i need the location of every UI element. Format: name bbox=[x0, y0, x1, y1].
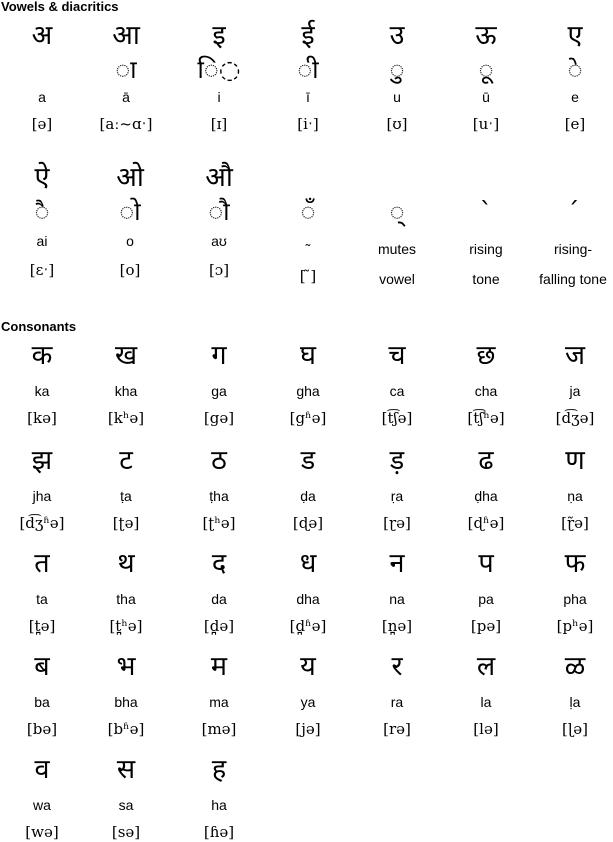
consonant-letter: प bbox=[478, 548, 494, 579]
vowel-ipa: [ə] bbox=[31, 115, 53, 133]
consonant-ipa: [kə] bbox=[27, 409, 57, 427]
consonant-translit: ra bbox=[390, 694, 404, 710]
consonant-cell bbox=[0, 649, 84, 739]
consonant-letter: स bbox=[116, 754, 136, 785]
consonant-ipa: [ɦə] bbox=[203, 823, 235, 841]
consonant-ipa: [rə] bbox=[383, 720, 411, 738]
consonant-translit: ma bbox=[209, 694, 229, 710]
consonant-translit: dha bbox=[296, 591, 320, 607]
vowel-letter: ऊ bbox=[475, 20, 497, 51]
consonant-cell bbox=[0, 752, 84, 842]
consonant-letter: त bbox=[34, 548, 50, 579]
diacritic-label: tone bbox=[472, 271, 500, 287]
vowel-letter: ई bbox=[301, 20, 315, 51]
consonants-heading: Consonants bbox=[1, 319, 77, 334]
consonant-letter: छ bbox=[476, 340, 496, 371]
vowel-translit: ū bbox=[482, 89, 490, 105]
vowel-translit: ai bbox=[36, 233, 48, 249]
vowel-translit: o bbox=[126, 233, 134, 249]
consonant-translit: ya bbox=[300, 694, 316, 710]
consonant-letter: ब bbox=[34, 651, 50, 682]
vowel-ipa: [aː~ɑˑ] bbox=[99, 115, 153, 133]
diacritic-label: falling tone bbox=[539, 271, 607, 287]
vowel-letter: ए bbox=[567, 20, 583, 51]
consonant-ipa: [d͡ʒʱə] bbox=[19, 514, 65, 532]
consonant-translit: ba bbox=[34, 694, 50, 710]
consonant-cell bbox=[0, 443, 84, 533]
consonant-letter: द bbox=[211, 548, 227, 579]
vowel-sign: ◌ा bbox=[115, 55, 137, 84]
consonant-ipa: [pə] bbox=[470, 617, 502, 635]
vowel-sign: ◌ी bbox=[297, 55, 319, 84]
vowel-letter: उ bbox=[389, 20, 405, 51]
vowels-heading: Vowels & diacritics bbox=[1, 0, 119, 14]
consonant-letter: च bbox=[388, 340, 406, 371]
consonant-translit: ṇa bbox=[567, 488, 583, 504]
consonant-cell bbox=[355, 649, 439, 739]
consonant-ipa: [ɭə] bbox=[561, 720, 589, 738]
consonant-ipa: [d͡ʒə] bbox=[555, 409, 595, 427]
consonant-translit: la bbox=[480, 694, 492, 710]
consonant-cell bbox=[355, 443, 439, 533]
vowel-sign: ◌ौ bbox=[208, 197, 230, 226]
vowel-letter: ओ bbox=[116, 162, 144, 193]
consonant-translit: sa bbox=[118, 797, 134, 813]
vowel-letter: ऐ bbox=[34, 162, 50, 193]
vowel-letter: इ bbox=[212, 20, 226, 51]
diacritic-sign: ◌ँ bbox=[300, 197, 316, 226]
vowel-sign: ◌ू bbox=[478, 55, 494, 84]
consonant-cell bbox=[177, 649, 261, 739]
consonant-ipa: [t͡ʃə] bbox=[381, 409, 413, 427]
consonant-letter: ख bbox=[114, 340, 138, 371]
consonant-letter: ल bbox=[476, 651, 496, 682]
consonant-cell bbox=[84, 752, 168, 842]
consonant-letter: ड़ bbox=[389, 445, 405, 476]
vowel-ipa: [ʊ] bbox=[386, 115, 408, 133]
consonant-translit: ṭha bbox=[209, 488, 229, 504]
consonant-letter: य bbox=[300, 651, 316, 682]
diacritic-label: vowel bbox=[379, 271, 415, 287]
diacritic-ipa: [ ̃] bbox=[299, 267, 317, 285]
vowel-ipa: [ɔ] bbox=[208, 261, 230, 279]
consonant-cell bbox=[0, 546, 84, 636]
consonant-cell bbox=[444, 649, 528, 739]
vowel-sign bbox=[0, 54, 84, 86]
consonant-ipa: [ɽə] bbox=[383, 514, 411, 532]
diacritic-label: rising bbox=[469, 241, 503, 257]
consonant-ipa: [gʱə] bbox=[289, 409, 327, 427]
consonant-translit: gha bbox=[296, 383, 320, 399]
diacritic-label: mutes bbox=[377, 241, 417, 257]
vowel-letter: आ bbox=[112, 20, 140, 51]
vowel-sign: ◌े bbox=[567, 55, 583, 84]
consonant-cell bbox=[177, 443, 261, 533]
consonant-ipa: [lə] bbox=[473, 720, 499, 738]
consonant-letter: ठ bbox=[211, 445, 227, 476]
consonant-cell bbox=[266, 649, 350, 739]
consonant-cell bbox=[533, 649, 613, 739]
diacritic-sign: ◌् bbox=[389, 197, 405, 226]
consonant-cell bbox=[266, 546, 350, 636]
consonant-letter: ध bbox=[299, 548, 317, 579]
vowel-translit: u bbox=[393, 89, 401, 105]
consonant-letter: ण bbox=[565, 445, 585, 476]
consonant-ipa: [pʰə] bbox=[556, 617, 594, 635]
vowel-sign: ि◌ bbox=[197, 55, 241, 84]
vowel-translit: e bbox=[571, 89, 579, 105]
consonant-cell bbox=[177, 338, 261, 428]
consonant-translit: ja bbox=[569, 383, 581, 399]
consonant-letter: व bbox=[34, 754, 50, 785]
consonant-translit: ha bbox=[211, 797, 227, 813]
consonant-translit: na bbox=[389, 591, 405, 607]
consonant-translit: ṛa bbox=[390, 488, 404, 504]
consonant-cell bbox=[444, 443, 528, 533]
consonant-cell bbox=[533, 443, 613, 533]
consonant-translit: ga bbox=[211, 383, 227, 399]
vowel-sign: ◌ु bbox=[389, 55, 405, 84]
consonant-translit: bha bbox=[114, 694, 138, 710]
consonant-translit: jha bbox=[32, 488, 52, 504]
vowel-ipa: [iˑ] bbox=[297, 115, 319, 133]
consonant-cell bbox=[266, 443, 350, 533]
consonant-cell bbox=[533, 338, 613, 428]
consonant-translit: ḍha bbox=[474, 488, 498, 504]
vowel-sign: ◌ै bbox=[34, 197, 50, 226]
consonant-letter: ह bbox=[211, 754, 227, 785]
consonant-translit: ta bbox=[36, 591, 48, 607]
consonant-translit: pa bbox=[478, 591, 494, 607]
consonant-ipa: [ɖʱə] bbox=[467, 514, 505, 532]
vowel-ipa: [uˑ] bbox=[472, 115, 500, 133]
consonant-cell bbox=[355, 546, 439, 636]
consonant-translit: ṭa bbox=[120, 488, 132, 504]
vowel-ipa: [e] bbox=[564, 115, 586, 133]
consonant-cell bbox=[533, 546, 613, 636]
diacritic-sign: ` bbox=[479, 197, 493, 226]
consonant-letter: क bbox=[31, 340, 53, 371]
consonant-ipa: [d̪ʱə] bbox=[289, 617, 327, 635]
consonant-cell bbox=[84, 338, 168, 428]
consonant-letter: झ bbox=[31, 445, 53, 476]
consonant-translit: wa bbox=[33, 797, 51, 813]
consonant-ipa: [gə] bbox=[203, 409, 235, 427]
consonant-letter: ग bbox=[211, 340, 227, 371]
consonant-ipa: [jə] bbox=[295, 720, 321, 738]
consonant-cell bbox=[266, 338, 350, 428]
consonant-ipa: [ʈʰə] bbox=[202, 514, 236, 532]
vowel-translit: aʊ bbox=[211, 233, 227, 249]
consonant-letter: र bbox=[391, 651, 403, 682]
consonant-translit: da bbox=[211, 591, 227, 607]
diacritic-sign: ´ bbox=[566, 197, 580, 226]
consonant-translit: kha bbox=[114, 383, 138, 399]
consonant-translit: tha bbox=[116, 591, 136, 607]
consonant-cell bbox=[84, 546, 168, 636]
diacritic-label: ˜ bbox=[305, 241, 311, 257]
consonant-cell bbox=[84, 649, 168, 739]
consonant-letter: ट bbox=[119, 445, 133, 476]
consonant-letter: ज bbox=[564, 340, 586, 371]
vowel-ipa: [ɪ] bbox=[210, 115, 228, 133]
consonant-letter: म bbox=[210, 651, 228, 682]
consonant-cell bbox=[444, 546, 528, 636]
consonant-letter: फ bbox=[564, 548, 586, 579]
consonant-cell bbox=[84, 443, 168, 533]
vowel-letter: अ bbox=[31, 20, 53, 51]
consonant-ipa: [bʱə] bbox=[107, 720, 145, 738]
consonant-translit: cha bbox=[474, 383, 498, 399]
consonant-ipa: [t̪ə] bbox=[28, 617, 56, 635]
consonant-cell bbox=[0, 338, 84, 428]
vowel-ipa: [o] bbox=[119, 261, 141, 279]
consonant-cell bbox=[444, 338, 528, 428]
diacritic-label: rising- bbox=[553, 241, 593, 257]
consonant-letter: न bbox=[389, 548, 405, 579]
consonant-ipa: [d̪ə] bbox=[203, 617, 235, 635]
consonant-translit: ka bbox=[34, 383, 50, 399]
consonant-translit: pha bbox=[563, 591, 587, 607]
vowel-translit: ī bbox=[306, 89, 310, 105]
consonant-ipa: [ʈə] bbox=[112, 514, 140, 532]
consonant-translit: ca bbox=[389, 383, 405, 399]
vowel-translit: i bbox=[217, 89, 221, 105]
vowel-letter: औ bbox=[205, 162, 233, 193]
consonant-cell bbox=[177, 546, 261, 636]
consonant-ipa: [wə] bbox=[25, 823, 59, 841]
consonant-letter: थ bbox=[117, 548, 135, 579]
consonant-translit: ḷa bbox=[569, 694, 581, 710]
vowel-translit: ā bbox=[122, 89, 130, 105]
consonant-cell bbox=[355, 338, 439, 428]
consonant-translit: ḍa bbox=[300, 488, 316, 504]
consonant-letter: घ bbox=[300, 340, 316, 371]
consonant-letter: ड bbox=[300, 445, 316, 476]
consonant-letter: भ bbox=[116, 651, 136, 682]
consonant-letter: ळ bbox=[564, 651, 586, 682]
consonant-ipa: [t͡ʃʰə] bbox=[467, 409, 505, 427]
consonant-ipa: [sə] bbox=[111, 823, 141, 841]
consonant-ipa: [ɖə] bbox=[292, 514, 324, 532]
vowel-sign: ◌ो bbox=[119, 197, 141, 226]
consonant-letter: ढ bbox=[478, 445, 494, 476]
consonant-ipa: [n̪ə] bbox=[381, 617, 413, 635]
consonant-ipa: [mə] bbox=[201, 720, 237, 738]
consonant-ipa: [kʰə] bbox=[107, 409, 145, 427]
consonant-cell bbox=[177, 752, 261, 842]
consonant-ipa: [ɽ̃ə] bbox=[561, 514, 589, 532]
vowel-translit: a bbox=[38, 89, 46, 105]
vowel-ipa: [ɛˑ] bbox=[29, 261, 55, 279]
consonant-ipa: [bə] bbox=[26, 720, 58, 738]
consonant-ipa: [t̪ʰə] bbox=[109, 617, 143, 635]
